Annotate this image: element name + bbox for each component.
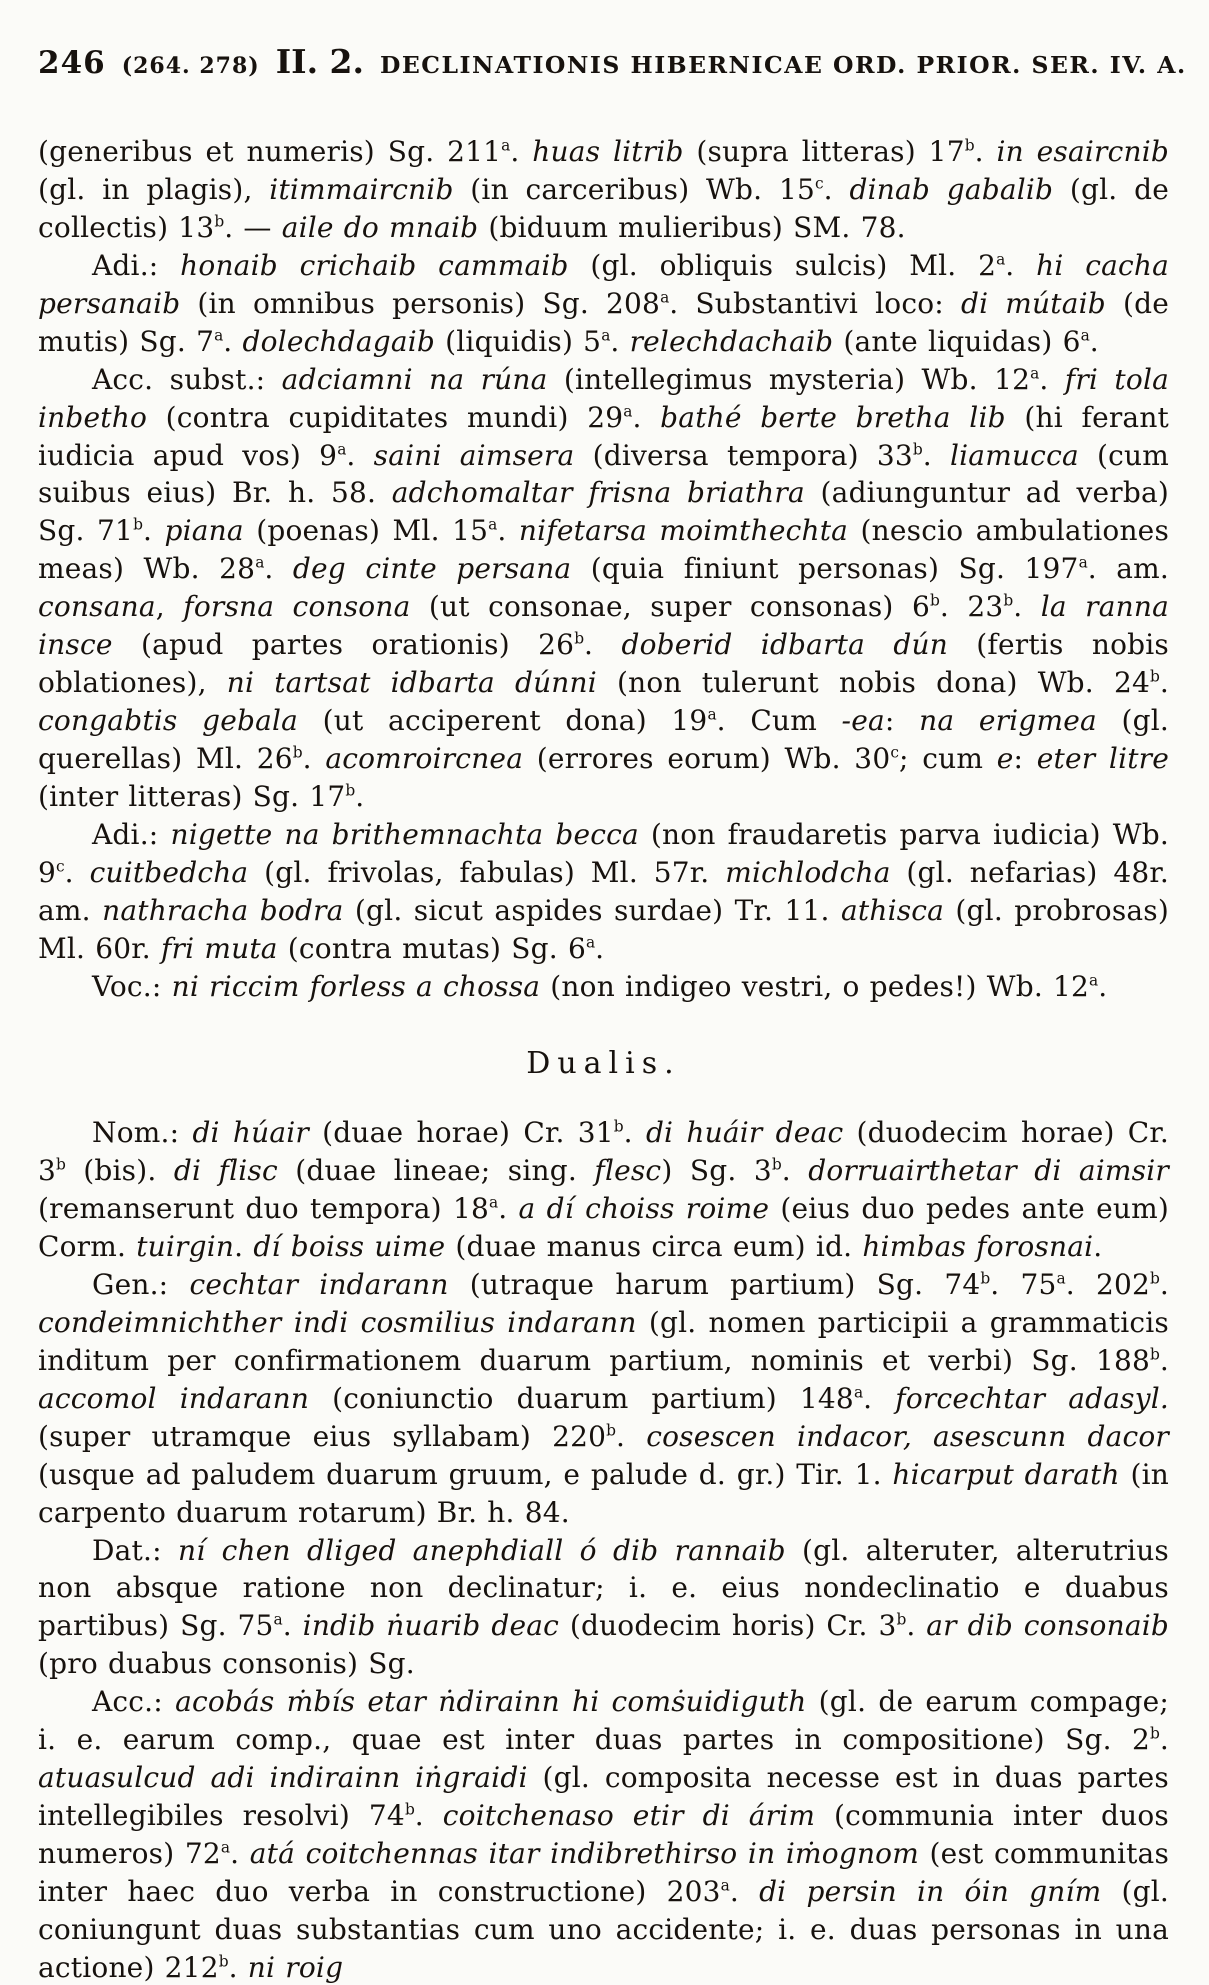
text-paragraph: Gen.: cechtar indarann (utraque harum partium) Sg. 74$^b$. 75$^a$. 202$^b$. condeimnichther indi cosmilius indarann (gl. nomen participii a grammaticis inditum per confirmationem duarum partium, nominis et verbi) Sg. 188$^b$. accomol indarann (coniunctio duarum partium) 148$^a$. forcechtar adasyl. (super utramque eius syllabam) 220$^b$. cosescen indacor, asescunn dacor (usque ad paludem duarum gruum, e palude d. gr.) Tir. 1. hicarput darath (in carpento duarum rotarum) Br. h. 84.	[38, 1267, 1170, 1529]
text-paragraph: Nom.: di húair (duae horae) Cr. 31$^b$. di huáir deac (duodecim horae) Cr. 3$^b$ (bis). di flisc (duae lineae; sing. flesc) Sg. 3$^b$. dorruairthetar di aimsir (remanserunt duo tempora) 18$^a$. a dí choiss roime (eius duo pedes ante eum) Corm. tuirgin. dí boiss uime (duae manus circa eum) id. himbas forosnai.	[38, 1116, 1170, 1264]
text-paragraph: Dat.: ní chen dliged anephdiall ó dib rannaib (gl. alteruter, alterutrius non absque ratione non declinatur; i. e. eius nondeclinatio e duabus partibus) Sg. 75$^a$. indib ṅuarib deac (duodecim horis) Cr. 3$^b$. ar dib consonaib (pro duabus consonis) Sg.	[38, 1533, 1170, 1681]
text-paragraph: Adi.: nigette na brithemnachta becca (non fraudaretis parva iudicia) Wb. 9$^c$. cuitbedcha (gl. frivolas, fabulas) Ml. 57r. michlodcha (gl. nefarias) 48r. am. nathracha bodra (gl. sicut aspides surdae) Tr. 11. athisca (gl. probrosas) Ml. 60r. fri muta (contra mutas) Sg. 6$^a$.	[38, 817, 1170, 965]
section-number: II. 2.	[275, 42, 365, 81]
section-heading: Dualis.	[526, 1045, 681, 1081]
text-paragraph: Adi.: honaib crichaib cammaib (gl. obliquis sulcis) Ml. 2$^a$. hi cacha persanaib (in omnibus personis) Sg. 208$^a$. Substantivi loco: di mútaib (de mutis) Sg. 7$^a$. dolechdagaib (liquidis) 5$^a$. relechdachaib (ante liquidas) 6$^a$.	[38, 248, 1169, 358]
parallel-page-ref: (264. 278)	[121, 53, 260, 79]
text-block	[38, 133, 1169, 1985]
page-number: 246	[38, 45, 106, 81]
text-paragraph: Voc.: ni riccim forless a chossa (non indigeo vestri, o pedes!) Wb. 12$^a$.	[92, 969, 1108, 1003]
text-paragraph: Acc.: acobás ṁbís etar ṅdirainn hi comṡuidiguth (gl. de earum compage; i. e. earum comp., quae est inter duas partes in compositione) Sg. 2$^b$. atuasulcud adi indirainn iṅgraidi (gl. composita necesse est in duas partes intellegibiles resolvi) 74$^b$. coitchenaso etir di árim (communia inter duos numeros) 72$^a$. atá coitchennas itar indibrethirso in iṁognom (est communitas inter haec duo verba in constructione) 203$^a$. di persin in óin gním (gl. coniungunt duas substantias cum uno accidente; i. e. duas personas in una actione) 212$^b$. ni roig	[38, 1685, 1170, 1984]
running-title: DECLINATIONIS HIBERNICAE ORD. PRIOR. SER. IV. A.	[380, 51, 1187, 79]
text-paragraph: (generibus et numeris) Sg. 211$^a$. huas litrib (supra litteras) 17$^b$. in esaircnib (gl. in plagis), itimmaircnib (in carceribus) Wb. 15$^c$. dinab gabalib (gl. de collectis) 13$^b$. — aile do mnaib (biduum mulieribus) SM. 78.	[38, 135, 1170, 244]
text-paragraph: Acc. subst.: adciamni na rúna (intellegimus mysteria) Wb. 12$^a$. fri tola inbetho (contra cupiditates mundi) 29$^a$. bathé berte bretha lib (hi ferant iudicia apud vos) 9$^a$. saini aimsera (diversa tempora) 33$^b$. liamucca (cum suibus eius) Br. h. 58. adchomaltar frisna briathra (adiunguntur ad verba) Sg. 71$^b$. piana (poenas) Ml. 15$^a$. nifetarsa moimthechta (nescio ambulationes meas) Wb. 28$^a$. deg cinte persana (quia finiunt personas) Sg. 197$^a$. am. consana, forsna consona (ut consonae, super consonas) 6$^b$. 23$^b$. la ranna insce (apud partes orationis) 26$^b$. doberid idbarta dún (fertis nobis oblationes), ni tartsat idbarta dúnni (non tulerunt nobis dona) Wb. 24$^b$. congabtis gebala (ut acciperent dona) 19$^a$. Cum -ea: na erigmea (gl. querellas) Ml. 26$^b$. acomroircnea (errores eorum) Wb. 30$^c$; cum e: eter litre (inter litteras) Sg. 17$^b$.	[38, 362, 1170, 813]
page-header	[38, 42, 1187, 81]
